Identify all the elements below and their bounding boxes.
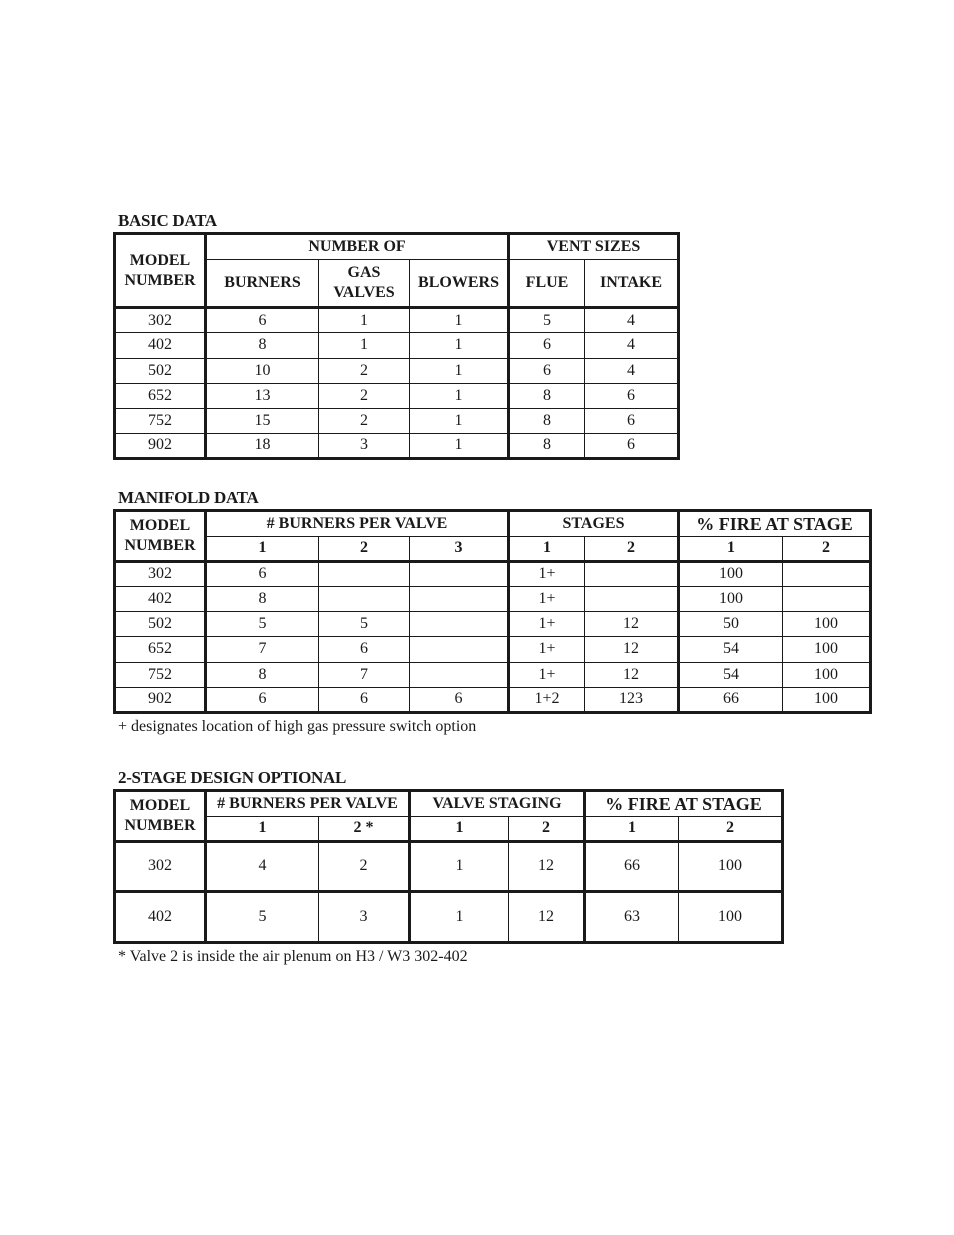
manifold-cell: 8: [206, 586, 319, 611]
basic-row: [115, 433, 679, 458]
basic-cell: 5: [509, 308, 585, 333]
basic-cell: 902: [115, 433, 206, 458]
basic-blowers-header: BLOWERS: [410, 260, 509, 308]
basic-cell: 8: [509, 433, 585, 458]
basic-data-table: [113, 232, 680, 460]
basic-cell: 8: [206, 333, 319, 358]
manifold-model-header: MODEL NUMBER: [115, 511, 206, 562]
two-stage-fire-sub-1: 1: [585, 817, 679, 841]
two-stage-cell: 3: [319, 892, 410, 943]
manifold-cell: 902: [115, 687, 206, 712]
manifold-cell: 8: [206, 662, 319, 687]
two-stage-fire-at-stage-header: % FIRE AT STAGE: [585, 791, 783, 817]
manifold-cell: 752: [115, 662, 206, 687]
two-stage-cell: 402: [115, 892, 206, 943]
manifold-cell: 100: [679, 586, 783, 611]
manifold-cell: [585, 561, 679, 586]
manifold-stages-header: STAGES: [509, 511, 679, 537]
manifold-cell: 1+2: [509, 687, 585, 712]
manifold-cell: 100: [783, 612, 871, 637]
basic-cell: 1: [410, 358, 509, 383]
manifold-fire-at-stage-header: % FIRE AT STAGE: [679, 511, 871, 537]
basic-cell: 6: [509, 358, 585, 383]
basic-cell: 6: [509, 333, 585, 358]
basic-cell: 6: [585, 383, 679, 408]
basic-cell: 4: [585, 333, 679, 358]
manifold-cell: 1+: [509, 637, 585, 662]
manifold-cell: [410, 662, 509, 687]
manifold-cell: 54: [679, 662, 783, 687]
two-stage-cell: 2: [319, 841, 410, 892]
two-stage-row: [115, 892, 783, 943]
basic-cell: 2: [319, 408, 410, 433]
basic-cell: 1: [319, 333, 410, 358]
basic-cell: 15: [206, 408, 319, 433]
manifold-bpv-sub-3: 3: [410, 537, 509, 561]
two-stage-row: [115, 841, 783, 892]
two-stage-cell: 63: [585, 892, 679, 943]
manifold-cell: 6: [206, 561, 319, 586]
basic-burners-header: BURNERS: [206, 260, 319, 308]
manifold-cell: 5: [206, 612, 319, 637]
two-stage-bpv-sub-1: 1: [206, 817, 319, 841]
basic-cell: 2: [319, 358, 410, 383]
basic-flue-header: FLUE: [509, 260, 585, 308]
manifold-cell: 100: [783, 687, 871, 712]
two-stage-cell: 5: [206, 892, 319, 943]
manifold-fire-sub-2: 2: [783, 537, 871, 561]
two-stage-cell: 1: [410, 892, 509, 943]
manifold-row: [115, 612, 871, 637]
manifold-row: [115, 687, 871, 712]
basic-cell: 6: [585, 408, 679, 433]
manifold-cell: 7: [206, 637, 319, 662]
two-stage-cell: 100: [679, 841, 783, 892]
basic-cell: 1: [410, 383, 509, 408]
manifold-cell: [319, 586, 410, 611]
basic-cell: 1: [410, 408, 509, 433]
basic-cell: 1: [410, 333, 509, 358]
basic-intake-header: INTAKE: [585, 260, 679, 308]
manifold-cell: 6: [319, 637, 410, 662]
basic-cell: 1: [410, 308, 509, 333]
manifold-cell: [783, 561, 871, 586]
manifold-row: [115, 637, 871, 662]
manifold-data-table: [113, 509, 872, 714]
basic-cell: 6: [585, 433, 679, 458]
two-stage-cell: 1: [410, 841, 509, 892]
manifold-row: [115, 586, 871, 611]
manifold-cell: [319, 561, 410, 586]
basic-cell: 4: [585, 308, 679, 333]
manifold-cell: 402: [115, 586, 206, 611]
manifold-cell: 5: [319, 612, 410, 637]
manifold-cell: 652: [115, 637, 206, 662]
manifold-cell: 12: [585, 662, 679, 687]
manifold-cell: 50: [679, 612, 783, 637]
manifold-cell: 12: [585, 637, 679, 662]
two-stage-cell: 66: [585, 841, 679, 892]
basic-cell: 2: [319, 383, 410, 408]
two-stage-bpv-sub-2: 2 *: [319, 817, 410, 841]
two-stage-footnote: * Valve 2 is inside the air plenum on H3 / W3 302-402: [118, 948, 468, 965]
basic-vent-sizes-header: VENT SIZES: [509, 234, 679, 260]
basic-cell: 1: [319, 308, 410, 333]
two-stage-valve-staging-header: VALVE STAGING: [410, 791, 585, 817]
manifold-cell: 7: [319, 662, 410, 687]
manifold-cell: [410, 561, 509, 586]
two-stage-cell: 302: [115, 841, 206, 892]
manifold-cell: 302: [115, 561, 206, 586]
manifold-footnote: + designates location of high gas pressure switch option: [118, 718, 477, 735]
basic-cell: 752: [115, 408, 206, 433]
two-stage-model-header: MODEL NUMBER: [115, 791, 206, 842]
basic-row: [115, 383, 679, 408]
manifold-stages-sub-2: 2: [585, 537, 679, 561]
basic-cell: 402: [115, 333, 206, 358]
manifold-fire-sub-1: 1: [679, 537, 783, 561]
basic-cell: 4: [585, 358, 679, 383]
basic-cell: 8: [509, 408, 585, 433]
two-stage-cell: 12: [509, 841, 585, 892]
two-stage-heading: 2-STAGE DESIGN OPTIONAL: [118, 768, 346, 787]
basic-row: [115, 408, 679, 433]
basic-gas-valves-header: GAS VALVES: [319, 260, 410, 308]
two-stage-cell: 12: [509, 892, 585, 943]
manifold-cell: 6: [410, 687, 509, 712]
basic-cell: 6: [206, 308, 319, 333]
manifold-cell: 100: [679, 561, 783, 586]
manifold-cell: 1+: [509, 612, 585, 637]
manifold-cell: 1+: [509, 561, 585, 586]
manifold-cell: 12: [585, 612, 679, 637]
two-stage-cell: 100: [679, 892, 783, 943]
manifold-cell: 502: [115, 612, 206, 637]
two-stage-staging-sub-2: 2: [509, 817, 585, 841]
manifold-burners-per-valve-header: # BURNERS PER VALVE: [206, 511, 509, 537]
manifold-cell: 54: [679, 637, 783, 662]
manifold-cell: [410, 612, 509, 637]
basic-data-heading: BASIC DATA: [118, 211, 217, 230]
manifold-cell: 1+: [509, 662, 585, 687]
manifold-cell: 6: [206, 687, 319, 712]
basic-cell: 13: [206, 383, 319, 408]
manifold-bpv-sub-2: 2: [319, 537, 410, 561]
basic-number-of-header: NUMBER OF: [206, 234, 509, 260]
manifold-cell: [783, 586, 871, 611]
basic-cell: 1: [410, 433, 509, 458]
manifold-row: [115, 561, 871, 586]
basic-row: [115, 308, 679, 333]
basic-row: [115, 358, 679, 383]
manifold-cell: [410, 586, 509, 611]
basic-row: [115, 333, 679, 358]
manifold-cell: 1+: [509, 586, 585, 611]
two-stage-fire-sub-2: 2: [679, 817, 783, 841]
basic-cell: 302: [115, 308, 206, 333]
two-stage-table: [113, 789, 784, 944]
manifold-cell: [410, 637, 509, 662]
two-stage-burners-per-valve-header: # BURNERS PER VALVE: [206, 791, 410, 817]
basic-cell: 3: [319, 433, 410, 458]
manifold-row: [115, 662, 871, 687]
manifold-stages-sub-1: 1: [509, 537, 585, 561]
manifold-data-heading: MANIFOLD DATA: [118, 488, 259, 507]
basic-cell: 10: [206, 358, 319, 383]
basic-cell: 652: [115, 383, 206, 408]
manifold-cell: 100: [783, 637, 871, 662]
basic-cell: 502: [115, 358, 206, 383]
manifold-cell: [585, 586, 679, 611]
basic-model-header: MODEL NUMBER: [115, 234, 206, 308]
manifold-cell: 123: [585, 687, 679, 712]
two-stage-staging-sub-1: 1: [410, 817, 509, 841]
manifold-cell: 66: [679, 687, 783, 712]
basic-cell: 8: [509, 383, 585, 408]
basic-cell: 18: [206, 433, 319, 458]
manifold-cell: 6: [319, 687, 410, 712]
manifold-cell: 100: [783, 662, 871, 687]
manifold-bpv-sub-1: 1: [206, 537, 319, 561]
two-stage-cell: 4: [206, 841, 319, 892]
